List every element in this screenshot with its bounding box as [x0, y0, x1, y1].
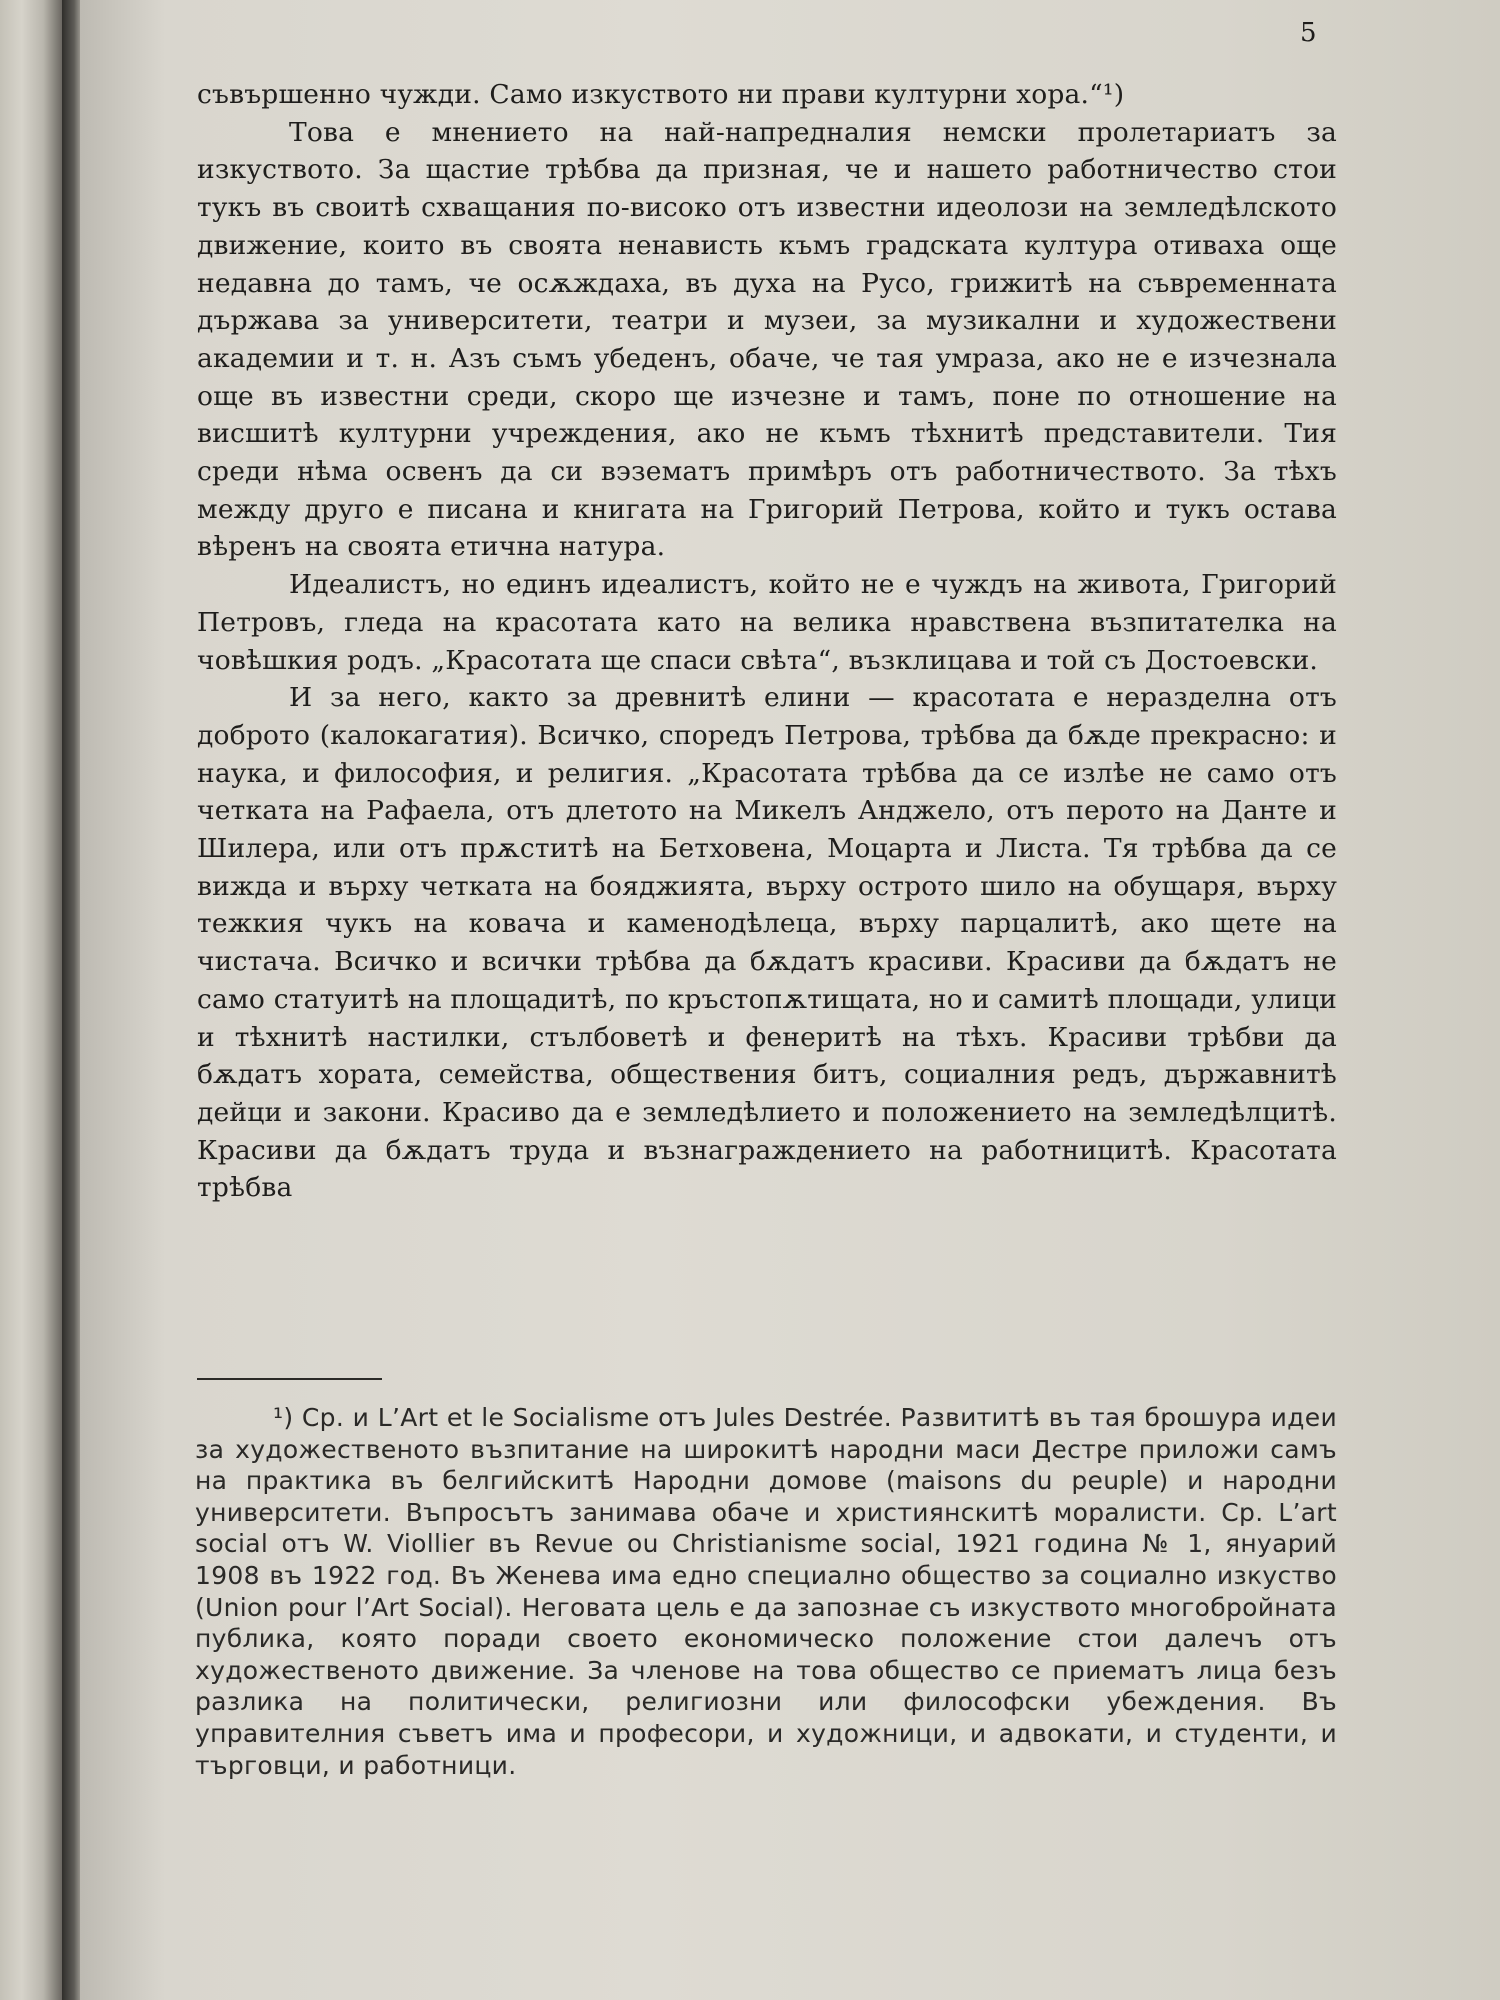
page-number: 5	[1300, 18, 1317, 48]
book-page	[80, 0, 1500, 2000]
footnotes	[195, 1402, 1337, 1781]
book-spine-shadow	[62, 0, 82, 2000]
left-page-edge	[0, 0, 62, 2000]
paragraph: Идеалистъ, но единъ идеалистъ, който не е чуждъ на живота, Григорий Петровъ, гледа на красотата като на велика нравствена възпитателка на човѣшкия родъ. „Красотата ще спаси свѣта“, възклицава и той съ Достоевски.	[197, 569, 1337, 676]
paragraph: Това е мнението на най-напредналия немски пролетариатъ за изкуството. За щастие трѣбва да призная, че и нашето работничество стои тукъ въ своитѣ схващания по-високо отъ известни идеолози на земледѣлското движение, които въ своята ненависть къмъ градската култура отиваха още недавна до тамъ, че осѫждаха, въ духа на Русо, грижитѣ на съвременната държава за университети, театри и музеи, за музикални и художествени академии и т. н. Азъ съмъ убеденъ, обаче, че тая умраза, ако не е изчезнала още въ известни среди, скоро ще изчезне и тамъ, поне по отношение на висшитѣ културни учреждения, ако не къмъ тѣхнитѣ представители. Тия среди нѣма освенъ да си вэзематъ примѣръ отъ работничеството. За тѣхъ между друго е писана и книгата на Григорий Петрова, който и тукъ остава вѣренъ на своята етична натура.	[197, 116, 1337, 563]
footnote: ¹) Ср. и L’Art et le Socialisme отъ Jules Destrée. Развититѣ въ тая брошура идеи за художественото възпитание на широкитѣ народни маси Дестре приложи самъ на практика въ белгийскитѣ Народни домове (maisons du peuple) и народни университети. Въпросътъ занимава обаче и християнскитѣ моралисти. Ср. L’art social отъ W. Viollier въ Revue ou Christianisme social, 1921 година № 1, януарий 1908 въ 1922 год. Въ Женева има едно специално общество за социално изкуство (Union pour l’Art Social). Неговата цель е да запознае съ изкуството многобройната публика, която поради своето економическо положение стои далечъ отъ художественото движение. За членове на това общество се приематъ лица безъ разлика на политически, религиозни или философски убеждения. Въ управителния съветъ има и професори, и художници, и адвокати, и студенти, и търговци, и работници.	[195, 1403, 1337, 1780]
footnote-divider	[197, 1378, 382, 1380]
main-text-body	[197, 76, 1337, 1207]
paragraph: И за него, както за древнитѣ елини — красотата е неразделна отъ доброто (калокагатия). Всичко, споредъ Петрова, трѣбва да бѫде прекрасно: и наука, и философия, и религия. „Красотата трѣбва да се излѣе не само отъ четката на Рафаела, отъ длетото на Микелъ Анджело, отъ перото на Данте и Шилера, или отъ прѫститѣ на Бетховена, Моцарта и Листа. Тя трѣбва да се вижда и върху четката на бояджията, върху острото шило на обущаря, върху тежкия чукъ на ковача и каменодѣлеца, върху парцалитѣ, ако щете на чистача. Всичко и всички трѣбва да бѫдатъ красиви. Красиви да бѫдатъ не само статуитѣ на площадитѣ, по кръстопѫтищата, но и самитѣ площади, улици и тѣхнитѣ настилки, стълбоветѣ и фенеритѣ на тѣхъ. Красиви трѣбви да бѫдатъ хората, семейства, обществения битъ, социалния редъ, държавнитѣ дейци и закони. Красиво да е земледѣлието и положението на земледѣлцитѣ. Красиви да бѫдатъ труда и възнаграждението на работницитѣ. Красотата трѣбва	[197, 682, 1337, 1204]
paragraph-continuation: съвършенно чужди. Само изкуството ни прави културни хора.“¹)	[197, 79, 1125, 110]
